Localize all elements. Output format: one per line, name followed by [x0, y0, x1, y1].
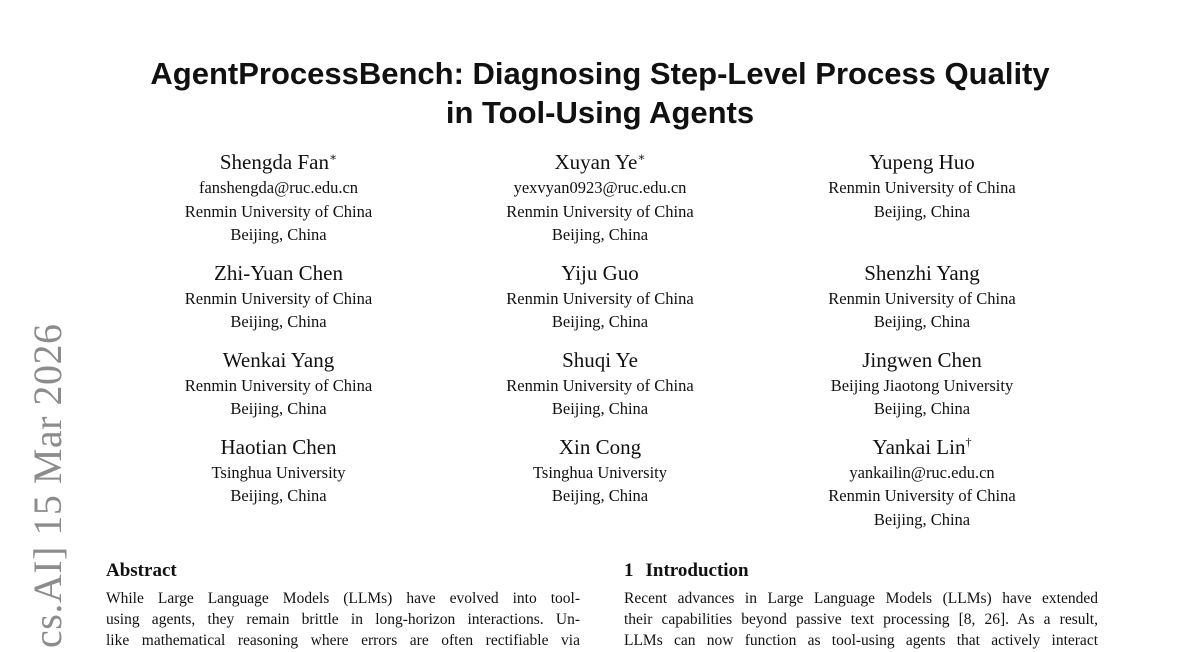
author-affiliation-line: Beijing, China — [230, 312, 327, 331]
author-footnote-mark: † — [965, 434, 972, 449]
introduction-body — [624, 588, 1098, 652]
abstract-body — [106, 588, 580, 652]
author-block — [118, 148, 439, 247]
author-name — [761, 346, 1083, 374]
author-name — [118, 433, 439, 461]
author-name — [118, 148, 439, 176]
author-affiliation-line: Beijing, China — [230, 486, 327, 505]
author-block — [761, 433, 1083, 532]
title-line-1: AgentProcessBench: Diagnosing Step-Level Process Quality — [150, 56, 1050, 91]
author-affiliation-line: Renmin University of China — [506, 288, 694, 308]
body-text-line: using agents, they remain brittle in long-horizon interactions. Un- — [106, 611, 580, 629]
author-name-text: Haotian Chen — [220, 434, 337, 459]
body-text-line: Recent advances in Large Language Models (LLMs) have extended — [624, 590, 1098, 607]
author-list — [118, 148, 1083, 531]
author-affiliation-line: Renmin University of China — [828, 486, 1016, 505]
author-block — [439, 259, 761, 334]
author-name — [118, 259, 439, 287]
author-name-text: Wenkai Yang — [222, 347, 335, 372]
author-name-text: Yupeng Huo — [869, 150, 975, 174]
author-affiliation-line: Beijing, China — [551, 399, 649, 418]
author-email: yexvyan0923@ruc.edu.cn — [513, 178, 687, 197]
author-name — [439, 259, 761, 287]
author-affiliation-line: Renmin University of China — [184, 201, 373, 221]
author-affiliation-line: Beijing, China — [230, 225, 327, 244]
author-name — [439, 346, 761, 374]
author-affiliation-line: Beijing, China — [551, 486, 649, 505]
body-text-line: their capabilities beyond passive text processing [8, 26]. As a result, — [624, 611, 1098, 629]
author-affiliation-line: Beijing, China — [551, 225, 649, 244]
title-line-2: in Tool-Using Agents — [445, 95, 755, 130]
paper-title — [0, 54, 1200, 132]
author-affiliation-line: Renmin University of China — [828, 288, 1016, 308]
author-footnote-mark: ∗ — [637, 150, 646, 164]
author-email: yankailin@ruc.edu.cn — [849, 462, 995, 482]
author-affiliation-line: Beijing, China — [873, 201, 971, 221]
author-affiliation-line: Beijing, China — [551, 312, 649, 331]
author-affiliation-line: Beijing, China — [873, 312, 971, 331]
section-title: Introduction — [645, 560, 749, 581]
author-block — [761, 148, 1083, 247]
author-affiliation-line: Beijing Jiaotong University — [830, 375, 1014, 395]
author-name-text: Shengda Fan — [219, 150, 329, 174]
author-name — [761, 148, 1083, 176]
body-text-line: like mathematical reasoning where errors are often rectifiable via — [106, 632, 580, 650]
author-affiliation-line: Renmin University of China — [184, 288, 373, 308]
author-block — [761, 259, 1083, 334]
author-name-text: Shuqi Ye — [562, 347, 638, 372]
author-name — [761, 433, 1083, 461]
author-name-text: Yankai Lin — [872, 434, 966, 459]
author-name-text: Shenzhi Yang — [864, 260, 980, 285]
author-block — [439, 433, 761, 532]
author-name-text: Xuyan Ye — [554, 150, 638, 174]
author-footnote-mark: ∗ — [328, 150, 338, 164]
abstract-heading: Abstract — [106, 560, 177, 581]
body-text-line: While Large Language Models (LLMs) have evolved into tool- — [106, 590, 580, 607]
author-affiliation-line: Renmin University of China — [506, 375, 694, 395]
author-affiliation-line: Renmin University of China — [184, 375, 373, 395]
author-affiliation-line: Tsinghua University — [532, 462, 668, 482]
author-name — [761, 259, 1083, 287]
author-name — [118, 346, 439, 374]
author-block — [118, 259, 439, 334]
author-affiliation-line: Tsinghua University — [211, 462, 346, 482]
arxiv-side-stamp: cs.AI] 15 Mar 2026 — [25, 323, 70, 648]
author-name-text: Xin Cong — [558, 434, 642, 459]
author-email: fanshengda@ruc.edu.cn — [198, 178, 359, 197]
author-block — [118, 433, 439, 532]
body-text-line: LLMs can now function as tool-using agents that actively interact — [624, 632, 1098, 650]
author-affiliation-line: Beijing, China — [873, 399, 971, 418]
author-affiliation-line: Renmin University of China — [828, 178, 1016, 197]
author-name-text: Yiju Guo — [561, 260, 639, 285]
author-name-text: Zhi-Yuan Chen — [214, 260, 343, 285]
author-affiliation-line: Beijing, China — [230, 399, 327, 418]
author-name — [439, 148, 761, 176]
author-affiliation-line: Beijing, China — [873, 509, 971, 529]
author-affiliation-line: Renmin University of China — [506, 201, 694, 221]
section-number: 1 — [624, 560, 634, 581]
author-name-text: Jingwen Chen — [862, 347, 982, 372]
author-block — [118, 346, 439, 421]
author-block — [761, 346, 1083, 421]
author-block — [439, 346, 761, 421]
author-block — [439, 148, 761, 247]
introduction-heading — [624, 560, 749, 582]
author-name — [439, 433, 761, 461]
